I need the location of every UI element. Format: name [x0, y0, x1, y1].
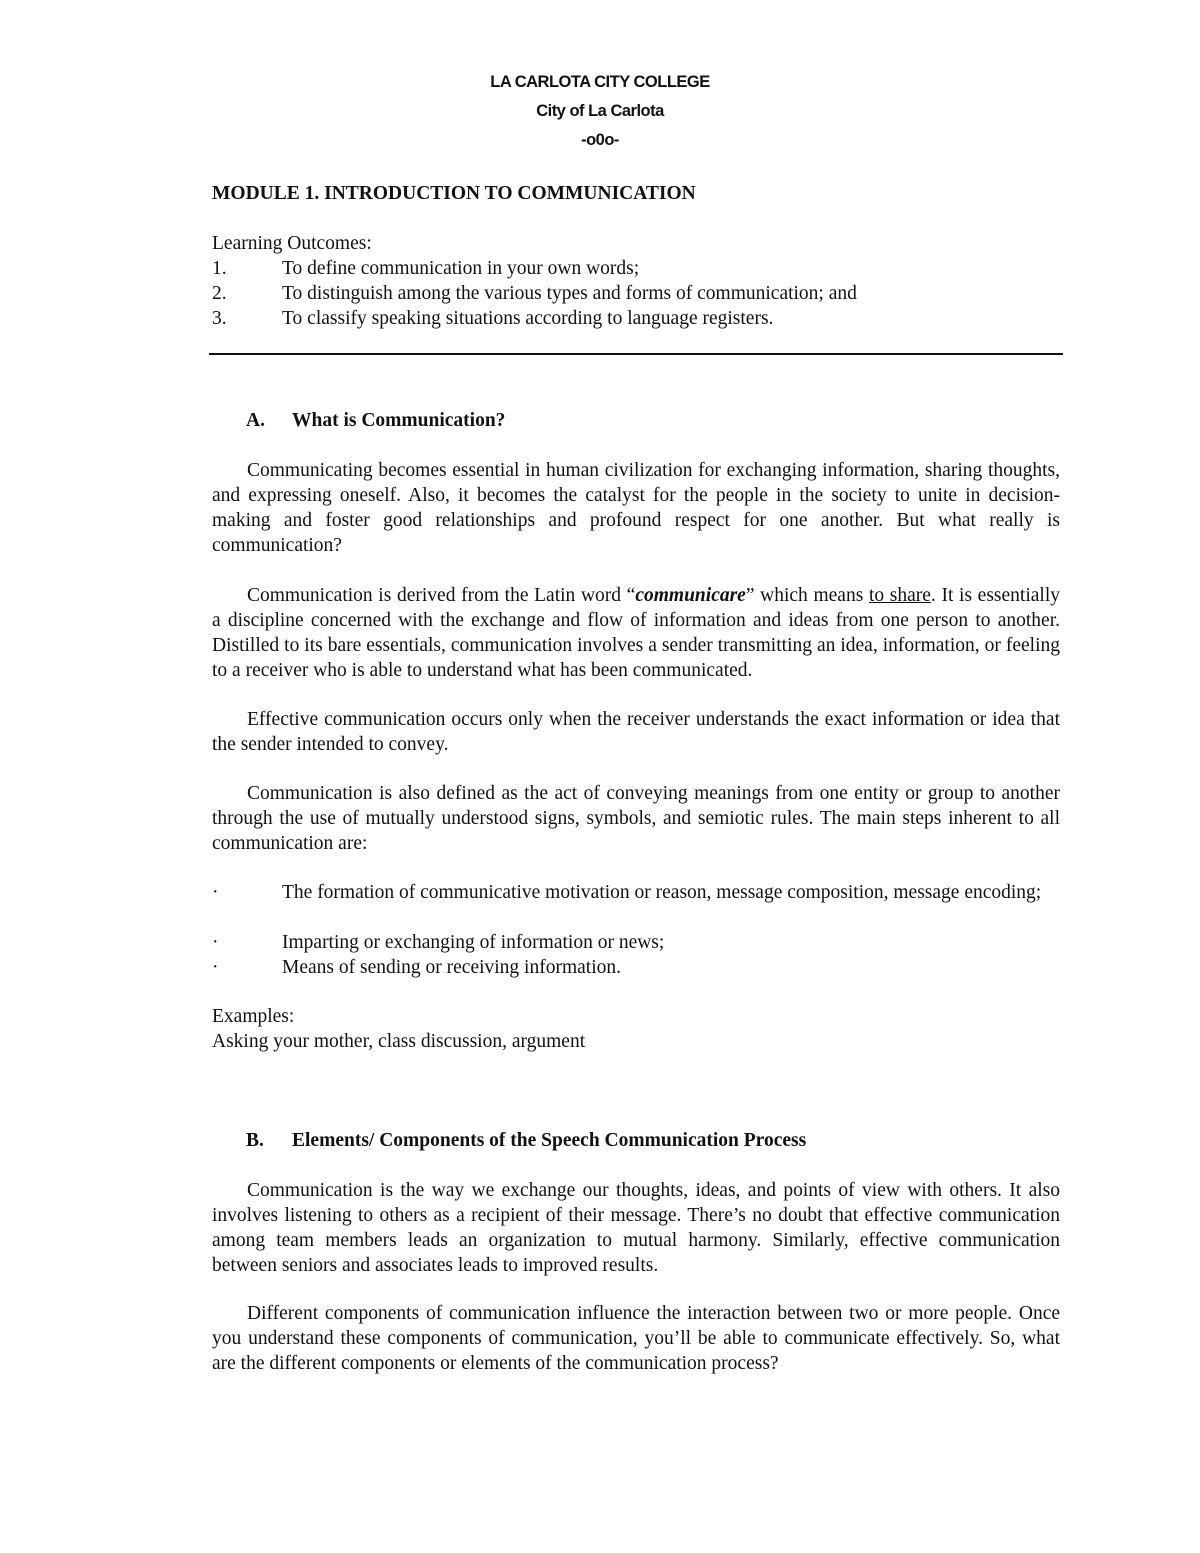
list-item — [212, 955, 1060, 980]
section-a-paragraph-1: Communicating becomes essential in human civilization for exchanging information, sharing thoughts, and expressing oneself. Also, it becomes the catalyst for the people in the society to unite in decision-making and foster good relationships and profound respect for one another. But what really is communication? — [212, 460, 1060, 556]
outcome-text: To classify speaking situations according to language registers. — [282, 308, 774, 329]
section-b-heading — [246, 1128, 807, 1153]
examples-label: Examples: — [212, 1006, 295, 1027]
text-run: . It is essentially a discipline concerned with the exchange and flow of information and ideas from one person to another. Distilled to its bare essentials, communication involves a sender transmitting an idea, information, or feeling to a receiver who is able to understand what has been communicated. — [212, 585, 1060, 681]
learning-outcomes-heading: Learning Outcomes: — [212, 233, 372, 254]
list-item-text: Means of sending or receiving information. — [282, 957, 621, 978]
outcome-text: To distinguish among the various types and forms of communication; and — [282, 283, 857, 304]
bullet-icon: · — [212, 882, 219, 903]
latin-word: communicare — [635, 585, 746, 606]
header-ornament: -o0o- — [581, 131, 619, 149]
list-item-text: Imparting or exchanging of information or news; — [282, 932, 665, 953]
outcome-number: 2. — [212, 283, 227, 304]
text-run: ” which means — [745, 585, 869, 606]
section-a-paragraph-4: Communication is also defined as the act of conveying meanings from one entity or group to another through the use of mutually understood signs, symbols, and semiotic rules. The main steps inherent to all communication are: — [212, 783, 1060, 854]
section-b-paragraph-2: Different components of communication influence the interaction between two or more people. Once you understand these components of communication, you’ll be able to communicate effectively. So, what are the different components or elements of the communication process? — [212, 1303, 1060, 1374]
horizontal-divider — [209, 353, 1063, 355]
college-city: City of La Carlota — [536, 102, 664, 120]
college-name: LA CARLOTA CITY COLLEGE — [490, 73, 710, 91]
section-title: Elements/ Components of the Speech Communication Process — [292, 1130, 807, 1151]
outcome-number: 1. — [212, 258, 227, 279]
section-letter: A. — [246, 410, 265, 431]
section-a-paragraph-3: Effective communication occurs only when the receiver understands the exact information or idea that the sender intended to convey. — [212, 709, 1060, 755]
section-a-heading — [246, 408, 506, 433]
section-a-paragraph-2 — [212, 583, 1060, 683]
list-item — [212, 880, 1060, 905]
examples-text: Asking your mother, class discussion, argument — [212, 1031, 586, 1052]
text-run: Communication is derived from the Latin word “ — [247, 585, 636, 606]
outcome-number: 3. — [212, 308, 227, 329]
bullet-icon: · — [212, 957, 219, 978]
underlined-term: to share — [868, 585, 931, 606]
list-item — [212, 930, 1060, 955]
section-title: What is Communication? — [292, 410, 506, 431]
list-item-text: The formation of communicative motivation or reason, message composition, message encoding; — [282, 882, 1042, 903]
bullet-icon: · — [212, 932, 219, 953]
outcome-text: To define communication in your own words; — [282, 258, 640, 279]
section-b-paragraph-1: Communication is the way we exchange our thoughts, ideas, and points of view with others. It also involves listening to others as a recipient of their message. There’s no doubt that effective communication among team members leads an organization to mutual harmony. Similarly, effective communication between seniors and associates leads to improved results. — [212, 1180, 1060, 1276]
section-letter: B. — [246, 1130, 264, 1151]
module-title: MODULE 1. INTRODUCTION TO COMMUNICATION — [212, 183, 696, 204]
